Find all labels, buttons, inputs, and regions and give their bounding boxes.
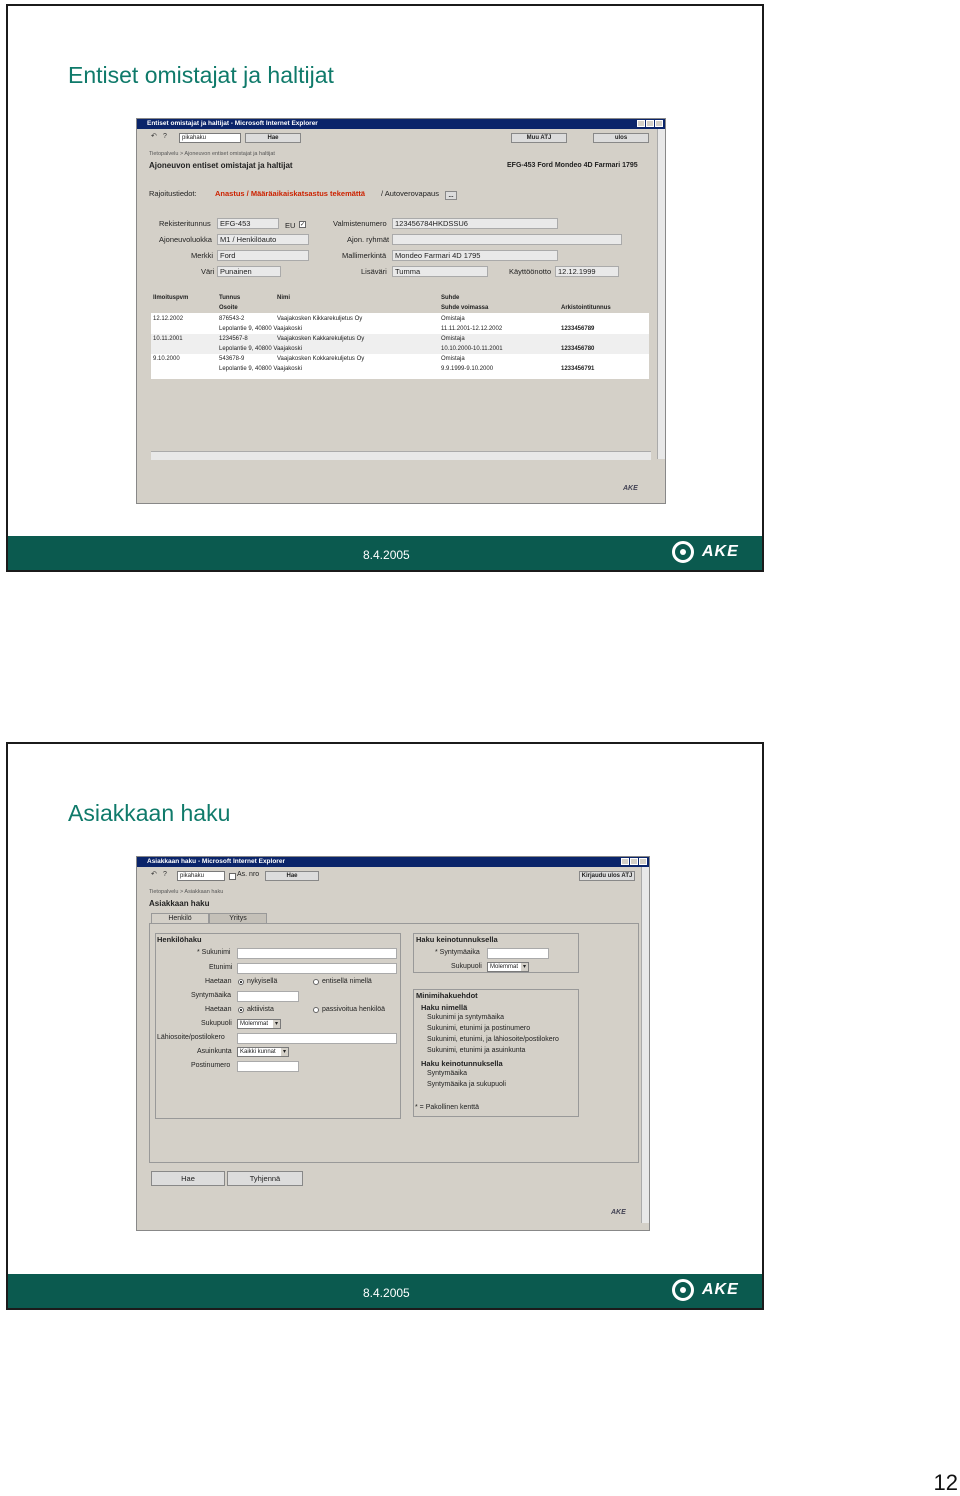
col-header: Osoite xyxy=(219,305,238,311)
toolbar xyxy=(137,867,649,885)
breadcrumb: Tietopalvelu > Ajoneuvon entiset omistajat ja haltijat xyxy=(149,151,275,157)
logout-button[interactable]: Kirjaudu ulos ATJ xyxy=(579,871,635,881)
footer-date: 8.4.2005 xyxy=(363,548,410,562)
col-header: Ilmoituspvm xyxy=(153,295,189,301)
required-note: * = Pakollinen kenttä xyxy=(415,1104,480,1111)
row-archive: 1233456789 xyxy=(561,326,595,332)
restrictions-extra: / Autoverovapaus xyxy=(381,189,439,198)
address-label: Lähiosoite/postilokero xyxy=(157,1034,225,1041)
municipality-label: Asuinkunta xyxy=(197,1048,232,1055)
eu-checkbox[interactable]: ✓ xyxy=(300,222,306,228)
search-status-label: Haetaan xyxy=(205,1006,232,1013)
row-name: Vaajakosken Kikkarekuljetus Oy xyxy=(277,316,363,322)
help-icon[interactable]: ? xyxy=(163,133,167,140)
page-title: Asiakkaan haku xyxy=(149,899,210,908)
row-name: Vaajakosken Kokkarekuljetus Oy xyxy=(277,356,365,362)
as-nro-label: As. nro xyxy=(237,871,260,878)
close-button[interactable] xyxy=(655,120,663,127)
slide-title: Asiakkaan haku xyxy=(68,800,231,826)
as-nro-checkbox[interactable] xyxy=(229,873,236,880)
tab-company[interactable]: Yritys xyxy=(209,913,267,923)
restrictions-more-button[interactable]: ... xyxy=(445,191,457,200)
col-header: Nimi xyxy=(277,295,291,301)
table-row[interactable] xyxy=(151,314,649,324)
ake-logo xyxy=(670,1278,750,1305)
current-name-label: nykyisellä xyxy=(247,978,278,985)
active-radio[interactable] xyxy=(238,1007,244,1013)
row-archive: 1233456780 xyxy=(561,346,595,352)
commission-label: Käyttöönotto xyxy=(509,267,552,276)
postcode-label: Postinumero xyxy=(191,1062,231,1069)
list-item: Syntymäaika xyxy=(427,1070,468,1077)
passive-radio[interactable] xyxy=(313,1007,319,1013)
col-header: Tunnus xyxy=(219,295,241,301)
commission-field: 12.12.1999 xyxy=(555,266,619,277)
owners-table xyxy=(151,293,649,379)
back-icon[interactable]: ↶ xyxy=(151,871,157,878)
row-id: 543678-9 xyxy=(219,356,245,362)
id-gender-label: Sukupuoli xyxy=(451,963,482,970)
page-title: Ajoneuvon entiset omistajat ja haltijat xyxy=(149,161,293,170)
firstname-input[interactable] xyxy=(237,963,397,974)
table-row[interactable] xyxy=(151,324,649,334)
window-titlebar xyxy=(137,119,665,129)
restrictions-label: Rajoitustiedot: xyxy=(149,189,197,198)
make-label: Merkki xyxy=(191,251,214,260)
slide-1 xyxy=(6,4,764,572)
municipality-select[interactable]: Kaikki kunnat ▾ xyxy=(237,1047,289,1057)
list-item: Syntymäaika ja sukupuoli xyxy=(427,1081,506,1088)
group-label: Ajon. ryhmät xyxy=(347,235,390,244)
group-field xyxy=(392,234,622,245)
address-input[interactable] xyxy=(237,1033,397,1044)
current-name-radio[interactable] xyxy=(238,979,244,985)
table-row[interactable] xyxy=(151,344,649,354)
list-item: Sukunimi ja syntymäaika xyxy=(427,1014,505,1021)
quick-search-input[interactable]: pikahaku xyxy=(179,133,241,143)
passive-label: passivoitua henkilöä xyxy=(322,1006,386,1013)
person-search-heading: Henkilöhaku xyxy=(157,935,202,944)
active-label: aktiivista xyxy=(247,1006,274,1013)
row-date: 12.12.2002 xyxy=(153,316,184,322)
page-number: 12 xyxy=(933,1470,958,1495)
former-name-radio[interactable] xyxy=(313,979,319,985)
window-titlebar xyxy=(137,857,649,867)
back-icon[interactable]: ↶ xyxy=(151,133,157,140)
ake-logo-icon xyxy=(672,1279,694,1301)
maximize-button[interactable] xyxy=(646,120,654,127)
quick-search-input[interactable]: pikahaku xyxy=(177,871,225,881)
ake-watermark-logo: AKE xyxy=(623,485,638,492)
list-item: Sukunimi, etunimi, ja lähiosoite/postilokero xyxy=(427,1036,559,1043)
col-header: Suhde xyxy=(441,295,460,301)
footer-date: 8.4.2005 xyxy=(363,1286,410,1300)
ake-logo-text: AKE xyxy=(702,1281,739,1298)
vin-field: 123456784HKDSSU6 xyxy=(392,218,558,229)
min-name-heading: Haku nimellä xyxy=(421,1003,468,1012)
row-date: 10.11.2001 xyxy=(153,336,183,342)
extra-color-field: Tumma xyxy=(392,266,488,277)
row-relation: Omistaja xyxy=(441,336,465,342)
row-address: Lepolantie 9, 40800 Vaajakoski xyxy=(219,326,302,332)
tab-person[interactable]: Henkilö xyxy=(151,913,209,923)
list-item: Sukunimi, etunimi ja postinumero xyxy=(427,1025,531,1032)
gender-label: Sukupuoli xyxy=(201,1020,232,1027)
minimize-button[interactable] xyxy=(621,858,629,865)
surname-input[interactable] xyxy=(237,948,397,959)
id-birthdate-label: * Syntymäaika xyxy=(435,949,480,956)
table-row[interactable] xyxy=(151,334,649,344)
min-id-heading: Haku keinotunnuksella xyxy=(421,1059,503,1068)
vehicle-header: EFG-453 Ford Mondeo 4D Farmari 1795 xyxy=(507,162,638,169)
id-birthdate-input[interactable] xyxy=(487,948,549,959)
horizontal-scrollbar[interactable] xyxy=(151,451,651,460)
close-button[interactable] xyxy=(639,858,647,865)
model-label: Mallimerkintä xyxy=(342,251,387,260)
row-period: 11.11.2001-12.12.2002 xyxy=(441,326,503,332)
ake-logo-text: AKE xyxy=(702,543,739,560)
slide-2 xyxy=(6,742,764,1310)
birthdate-label: Syntymäaika xyxy=(191,992,232,999)
search-submit-button[interactable]: Hae xyxy=(151,1171,225,1186)
row-date: 9.10.2000 xyxy=(153,356,180,362)
reg-label: Rekisteritunnus xyxy=(159,219,211,228)
slide-title: Entiset omistajat ja haltijat xyxy=(68,62,334,88)
table-row[interactable] xyxy=(151,364,649,374)
table-row[interactable] xyxy=(151,354,649,364)
former-name-label: entisellä nimellä xyxy=(322,978,372,985)
other-atj-button[interactable]: Muu ATJ xyxy=(511,133,567,143)
window-title: Entiset omistajat ja haltijat - Microsoft Internet Explorer xyxy=(147,120,318,127)
logout-button[interactable]: ulos xyxy=(593,133,649,143)
reg-field: EFG-453 xyxy=(217,218,279,229)
birthdate-input[interactable] xyxy=(237,991,299,1002)
maximize-button[interactable] xyxy=(630,858,638,865)
list-item: Sukunimi, etunimi ja asuinkunta xyxy=(427,1047,526,1054)
postcode-input[interactable] xyxy=(237,1061,299,1072)
toolbar xyxy=(137,129,665,147)
vertical-scrollbar[interactable] xyxy=(657,129,666,459)
row-period: 10.10.2000-10.11.2001 xyxy=(441,346,503,352)
class-field: M1 / Henkilöauto xyxy=(217,234,309,245)
color-label: Väri xyxy=(201,267,215,276)
make-field: Ford xyxy=(217,250,309,261)
row-relation: Omistaja xyxy=(441,316,465,322)
minimize-button[interactable] xyxy=(637,120,645,127)
breadcrumb: Tietopalvelu > Asiakkaan haku xyxy=(149,889,224,895)
ake-logo-icon xyxy=(672,541,694,563)
surname-label: * Sukunimi xyxy=(197,949,231,956)
row-archive: 1233456791 xyxy=(561,366,595,372)
row-name: Vaajakosken Kakkarekuljetus Oy xyxy=(277,336,365,342)
gender-select[interactable]: Molemmat ▾ xyxy=(237,1019,281,1029)
vertical-scrollbar[interactable] xyxy=(641,867,650,1223)
search-name-label: Haetaan xyxy=(205,978,232,985)
browser-screenshot xyxy=(136,856,650,1231)
row-address: Lepolantie 9, 40800 Vaajakoski xyxy=(219,346,302,352)
restrictions-value: Anastus / Määräaikaiskatsastus tekemättä xyxy=(215,189,366,198)
eu-label: EU xyxy=(285,221,296,230)
model-field: Mondeo Farmari 4D 1795 xyxy=(392,250,558,261)
min-criteria-heading: Minimihakuehdot xyxy=(416,991,478,1000)
ake-watermark-logo: AKE xyxy=(611,1209,626,1216)
row-id: 876543-2 xyxy=(219,316,245,322)
id-gender-select[interactable]: Molemmat ▾ xyxy=(487,962,529,972)
help-icon[interactable]: ? xyxy=(163,871,167,878)
row-id: 1234567-8 xyxy=(219,336,248,342)
col-header: Arkistointitunnus xyxy=(561,305,611,311)
color-field: Punainen xyxy=(217,266,281,277)
col-header: Suhde voimassa xyxy=(441,305,489,311)
vin-label: Valmistenumero xyxy=(333,219,387,228)
firstname-label: Etunimi xyxy=(209,964,233,971)
ake-logo xyxy=(670,540,750,567)
extra-color-label: Lisäväri xyxy=(361,267,387,276)
row-relation: Omistaja xyxy=(441,356,465,362)
search-button[interactable]: Hae xyxy=(245,133,301,143)
slide-footer xyxy=(8,1274,762,1308)
row-period: 9.9.1999-9.10.2000 xyxy=(441,366,494,372)
search-button[interactable]: Hae xyxy=(265,871,319,881)
id-search-heading: Haku keinotunnuksella xyxy=(416,935,498,944)
slide-footer xyxy=(8,536,762,570)
row-address: Lepolantie 9, 40800 Vaajakoski xyxy=(219,366,302,372)
window-title: Asiakkaan haku - Microsoft Internet Explorer xyxy=(147,858,285,865)
browser-screenshot xyxy=(136,118,666,504)
clear-button[interactable]: Tyhjennä xyxy=(227,1171,303,1186)
table-header-row-2 xyxy=(151,303,649,314)
class-label: Ajoneuvoluokka xyxy=(159,235,212,244)
